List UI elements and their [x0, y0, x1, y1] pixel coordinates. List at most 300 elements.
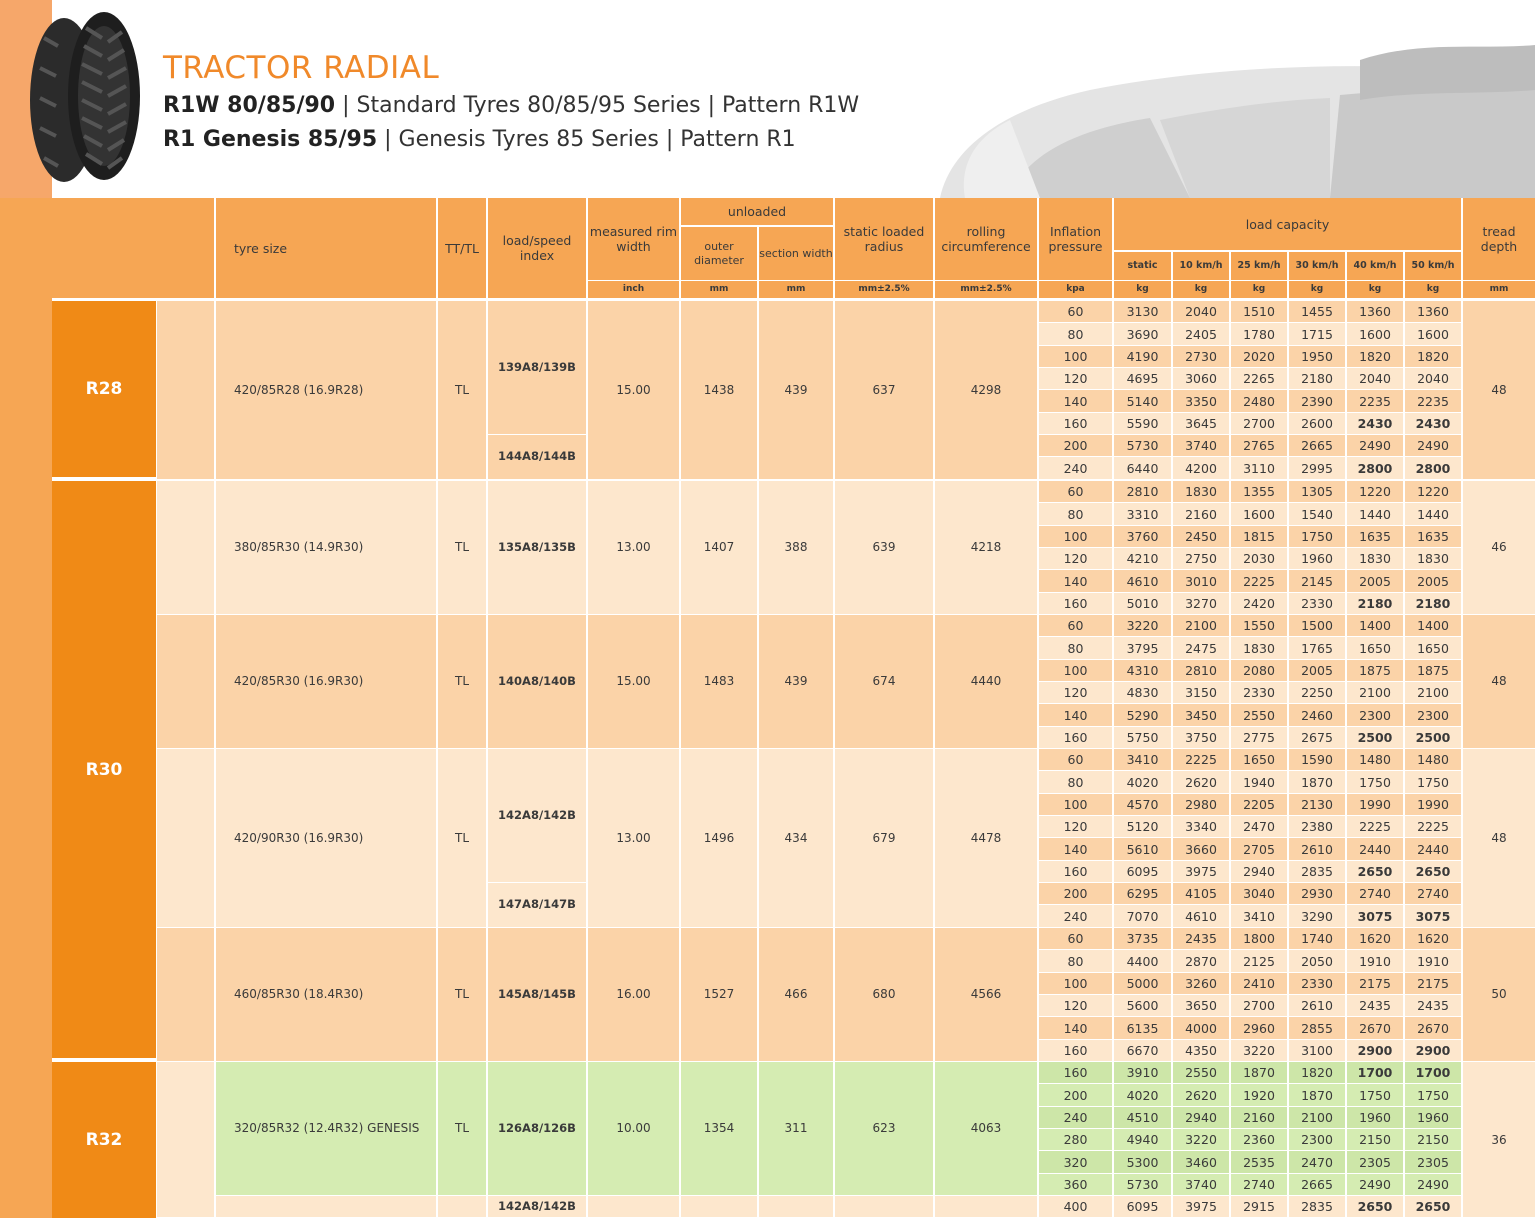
tyre-0-row-1-k50: 1600: [1405, 323, 1461, 344]
tyre-2-row-0-k10: 2100: [1173, 615, 1229, 636]
tyre-4-row-0-pres: 60: [1039, 928, 1112, 949]
tyre-3-row-0-k40: 1480: [1347, 749, 1403, 770]
tyre-3-row-6-pres: 200: [1039, 883, 1112, 904]
tyre-4-row-4-k30: 2855: [1289, 1017, 1345, 1038]
tyre-2-row-1-k50: 1650: [1405, 637, 1461, 658]
tyre-4-row-5-k10: 4350: [1173, 1040, 1229, 1061]
header-lc-25: 25 km/h: [1231, 252, 1287, 280]
tyre-4-size: 460/85R30 (18.4R30): [216, 928, 436, 1061]
tyre-4-row-2-k50: 2175: [1405, 973, 1461, 994]
tyre-4-row-2-pres: 100: [1039, 973, 1112, 994]
tyre-4-row-0-st: 3735: [1114, 928, 1171, 949]
table-corner: [52, 198, 214, 298]
tyre-3-row-1-k40: 1750: [1347, 771, 1403, 792]
tyre-5-row-0-k25: 1870: [1231, 1062, 1287, 1083]
unit-static: kg: [1114, 281, 1171, 298]
tyre-3-row-2-k40: 1990: [1347, 794, 1403, 815]
tyre-1-row-1-pres: 80: [1039, 503, 1112, 524]
tyre-5-tt: TL: [438, 1062, 486, 1195]
tyre-2-row-1-k30: 1765: [1289, 637, 1345, 658]
tyre-3-row-5-k25: 2940: [1231, 861, 1287, 882]
tyre-0-row-2-k50: 1820: [1405, 346, 1461, 367]
tyre-2-row-1-st: 3795: [1114, 637, 1171, 658]
tyre-2-row-4-k40: 2300: [1347, 704, 1403, 725]
tyre-4-row-3-k50: 2435: [1405, 995, 1461, 1016]
tyre-2-row-5-k50: 2500: [1405, 727, 1461, 748]
tyre-3-row-7-k25: 3410: [1231, 905, 1287, 926]
tyre-4-row-5-st: 6670: [1114, 1040, 1171, 1061]
tyre-2-row-0-st: 3220: [1114, 615, 1171, 636]
tyre-5-row-5-k30: 2665: [1289, 1174, 1345, 1195]
tyre-3-tt: TL: [438, 749, 486, 927]
tyre-0-tread: 48: [1463, 301, 1535, 479]
tyre-0-index-a: 139A8/139B: [488, 301, 586, 434]
tyre-5-row-5-k40: 2490: [1347, 1174, 1403, 1195]
tyre-4-circ: 4566: [935, 928, 1037, 1061]
tyre-4-row-0-k50: 1620: [1405, 928, 1461, 949]
tyre-0-size: 420/85R28 (16.9R28): [216, 301, 436, 479]
tyre-0-row-0-k10: 2040: [1173, 301, 1229, 322]
tyre-3-tread: 48: [1463, 749, 1535, 927]
tyre-5-row-4-k10: 3460: [1173, 1151, 1229, 1172]
unit-circ: mm±2.5%: [935, 281, 1037, 298]
tyre-4-tt: TL: [438, 928, 486, 1061]
tyre-0-row-7-k50: 2800: [1405, 457, 1461, 478]
tyre-4-outer: 1527: [681, 928, 757, 1061]
tyre-2-row-4-pres: 140: [1039, 704, 1112, 725]
tyre-1-row-0-k25: 1355: [1231, 481, 1287, 502]
tyre-2-outer: 1483: [681, 615, 757, 748]
rim-group-label: R32: [52, 1062, 156, 1218]
tyre-5-row-5-k10: 3740: [1173, 1174, 1229, 1195]
tyre-2-row-5-k30: 2675: [1289, 727, 1345, 748]
tyre-5-row-6-st: 6095: [1114, 1196, 1171, 1217]
tyre-2-row-4-st: 5290: [1114, 704, 1171, 725]
tyre-5-size: 320/85R32 (12.4R32) GENESIS: [216, 1062, 436, 1195]
tyre-1-row-4-k50: 2005: [1405, 570, 1461, 591]
tyre-5-row-3-k50: 2150: [1405, 1129, 1461, 1150]
tyre-3-row-0-k10: 2225: [1173, 749, 1229, 770]
tyre-1-row-4-pres: 140: [1039, 570, 1112, 591]
tyre-3-circ: 4478: [935, 749, 1037, 927]
tyre-5-row-6-k25: 2915: [1231, 1196, 1287, 1217]
tyre-0-row-6-k10: 3740: [1173, 435, 1229, 456]
tyre-0-row-1-pres: 80: [1039, 323, 1112, 344]
tyre-1-outer: 1407: [681, 481, 757, 614]
tyre-1-row-3-st: 4210: [1114, 548, 1171, 569]
tyre-3-row-0-pres: 60: [1039, 749, 1112, 770]
tyre-0-section: 439: [759, 301, 833, 479]
tyre-1-row-1-k30: 1540: [1289, 503, 1345, 524]
tyre-4-row-5-k50: 2900: [1405, 1040, 1461, 1061]
unit-k30: kg: [1289, 281, 1345, 298]
tyre-2-radius: 674: [835, 615, 933, 748]
tyre-2-tread: 48: [1463, 615, 1535, 748]
tyre-2-rim: 15.00: [588, 615, 679, 748]
tyre-1-row-0-k30: 1305: [1289, 481, 1345, 502]
tyre-0-row-6-k40: 2490: [1347, 435, 1403, 456]
tyre-2-circ: 4440: [935, 615, 1037, 748]
tyre-2-row-4-k25: 2550: [1231, 704, 1287, 725]
tyre-2-row-3-k50: 2100: [1405, 682, 1461, 703]
tyre-2-size: 420/85R30 (16.9R30): [216, 615, 436, 748]
tyre-0-row-2-k25: 2020: [1231, 346, 1287, 367]
tyre-5-row-4-st: 5300: [1114, 1151, 1171, 1172]
unit-k50: kg: [1405, 281, 1461, 298]
subtitle-1-bold: R1W 80/85/90: [163, 93, 336, 118]
header-static-radius: static loaded radius: [835, 198, 933, 280]
tyre-0-row-5-k30: 2600: [1289, 413, 1345, 434]
unit-tread: mm: [1463, 281, 1535, 298]
tyre-2-section: 439: [759, 615, 833, 748]
tyre-4-row-0-k10: 2435: [1173, 928, 1229, 949]
tyre-1-row-5-st: 5010: [1114, 593, 1171, 614]
tyre-1-row-2-k40: 1635: [1347, 526, 1403, 547]
tyre-0-row-5-st: 5590: [1114, 413, 1171, 434]
tyre-3-row-4-k50: 2440: [1405, 838, 1461, 859]
tyre-2-row-3-st: 4830: [1114, 682, 1171, 703]
tyre-3-row-4-k40: 2440: [1347, 838, 1403, 859]
tyre-5-row-5-pres: 360: [1039, 1174, 1112, 1195]
tyre-5-row-2-pres: 240: [1039, 1107, 1112, 1128]
tyre-3-row-7-k30: 3290: [1289, 905, 1345, 926]
tyre-4-row-0-k30: 1740: [1289, 928, 1345, 949]
tyre-2-row-2-k40: 1875: [1347, 660, 1403, 681]
tyre-3-row-6-k10: 4105: [1173, 883, 1229, 904]
tyre-5-row-4-k25: 2535: [1231, 1151, 1287, 1172]
tyre-3-outer: 1496: [681, 749, 757, 927]
header-section-width: section width: [759, 227, 833, 280]
tyre-2-row-2-k50: 1875: [1405, 660, 1461, 681]
tyre-5-circ-lower: [935, 1196, 1037, 1217]
tyre-1-row-5-k50: 2180: [1405, 593, 1461, 614]
tyre-5-row-2-k30: 2100: [1289, 1107, 1345, 1128]
tyre-0-row-4-pres: 140: [1039, 390, 1112, 411]
tyre-5-row-0-k10: 2550: [1173, 1062, 1229, 1083]
tyre-5-index-a: 126A8/126B: [488, 1062, 586, 1195]
tyre-2-row-4-k50: 2300: [1405, 704, 1461, 725]
tyre-2-row-2-k10: 2810: [1173, 660, 1229, 681]
tyre-1-row-2-k50: 1635: [1405, 526, 1461, 547]
tyre-4-row-3-k40: 2435: [1347, 995, 1403, 1016]
tyre-2-row-2-st: 4310: [1114, 660, 1171, 681]
header-tt-tl: TT/TL: [438, 198, 486, 298]
tyre-0-row-3-pres: 120: [1039, 368, 1112, 389]
tyre-4-row-2-k30: 2330: [1289, 973, 1345, 994]
tyre-0-row-7-k30: 2995: [1289, 457, 1345, 478]
tyre-5-tt-lower: [438, 1196, 486, 1217]
tyre-4-radius: 680: [835, 928, 933, 1061]
tyre-5-row-0-pres: 160: [1039, 1062, 1112, 1083]
tyre-0-row-3-k50: 2040: [1405, 368, 1461, 389]
header-lc-10: 10 km/h: [1173, 252, 1229, 280]
tyre-0-row-1-k40: 1600: [1347, 323, 1403, 344]
tyre-5-row-1-k25: 1920: [1231, 1084, 1287, 1105]
tyre-2-tt: TL: [438, 615, 486, 748]
tyre-4-row-1-st: 4400: [1114, 950, 1171, 971]
tyre-3-row-1-st: 4020: [1114, 771, 1171, 792]
tyre-2-row-2-pres: 100: [1039, 660, 1112, 681]
tyre-3-row-4-pres: 140: [1039, 838, 1112, 859]
tyre-0-row-4-k10: 3350: [1173, 390, 1229, 411]
tyre-2-row-1-k25: 1830: [1231, 637, 1287, 658]
tyre-2-row-0-pres: 60: [1039, 615, 1112, 636]
tyre-3-row-4-k10: 3660: [1173, 838, 1229, 859]
tyre-2-row-0-k40: 1400: [1347, 615, 1403, 636]
tyre-0-row-7-k40: 2800: [1347, 457, 1403, 478]
tractor-tyre-photo: [20, 8, 142, 186]
tyre-4-row-0-k40: 1620: [1347, 928, 1403, 949]
tyre-4-row-2-k40: 2175: [1347, 973, 1403, 994]
tyre-5-row-1-st: 4020: [1114, 1084, 1171, 1105]
tyre-2-row-0-k50: 1400: [1405, 615, 1461, 636]
tyre-0-blank-cell: [157, 301, 214, 479]
tyre-5-row-3-k10: 3220: [1173, 1129, 1229, 1150]
tyre-3-row-2-k10: 2980: [1173, 794, 1229, 815]
tyre-3-row-1-k50: 1750: [1405, 771, 1461, 792]
tyre-4-row-4-k50: 2670: [1405, 1017, 1461, 1038]
tyre-2-blank-cell: [157, 615, 214, 748]
tyre-0-row-1-k30: 1715: [1289, 323, 1345, 344]
tyre-1-circ: 4218: [935, 481, 1037, 614]
tyre-5-row-2-k10: 2940: [1173, 1107, 1229, 1128]
tyre-5-blank-cell: [157, 1062, 214, 1217]
tyre-5-row-1-k50: 1750: [1405, 1084, 1461, 1105]
tyre-2-row-1-pres: 80: [1039, 637, 1112, 658]
tyre-4-row-3-k30: 2610: [1289, 995, 1345, 1016]
tyre-3-section: 434: [759, 749, 833, 927]
rim-group-label: R28: [52, 301, 156, 477]
tyre-1-row-2-k10: 2450: [1173, 526, 1229, 547]
tyre-0-row-2-pres: 100: [1039, 346, 1112, 367]
tyre-2-row-0-k30: 1500: [1289, 615, 1345, 636]
tyre-5-row-5-st: 5730: [1114, 1174, 1171, 1195]
tyre-5-row-5-k50: 2490: [1405, 1174, 1461, 1195]
tyre-1-row-3-k40: 1830: [1347, 548, 1403, 569]
tyre-0-tt: TL: [438, 301, 486, 479]
tyre-0-row-6-k30: 2665: [1289, 435, 1345, 456]
tyre-3-radius: 679: [835, 749, 933, 927]
tyre-1-size: 380/85R30 (14.9R30): [216, 481, 436, 614]
tyre-2-row-3-k40: 2100: [1347, 682, 1403, 703]
tyre-1-row-3-k10: 2750: [1173, 548, 1229, 569]
tyre-1-row-1-k25: 1600: [1231, 503, 1287, 524]
tyre-0-row-1-k25: 1780: [1231, 323, 1287, 344]
tyre-3-row-3-pres: 120: [1039, 816, 1112, 837]
tyre-4-section: 466: [759, 928, 833, 1061]
tyre-3-row-6-k25: 3040: [1231, 883, 1287, 904]
tyre-1-row-5-k30: 2330: [1289, 593, 1345, 614]
tyre-3-row-2-pres: 100: [1039, 794, 1112, 815]
tyre-3-size: 420/90R30 (16.9R30): [216, 749, 436, 927]
tyre-3-row-4-k30: 2610: [1289, 838, 1345, 859]
tyre-5-row-1-k10: 2620: [1173, 1084, 1229, 1105]
tyre-0-rim: 15.00: [588, 301, 679, 479]
tyre-2-row-1-k40: 1650: [1347, 637, 1403, 658]
header-unloaded: unloaded: [681, 198, 833, 225]
tyre-1-row-4-st: 4610: [1114, 570, 1171, 591]
tyre-2-row-3-pres: 120: [1039, 682, 1112, 703]
tyre-1-radius: 639: [835, 481, 933, 614]
tyre-3-row-7-k10: 4610: [1173, 905, 1229, 926]
page-title: TRACTOR RADIAL: [163, 50, 440, 86]
tyre-5-section: 311: [759, 1062, 833, 1195]
tyre-4-row-5-k25: 3220: [1231, 1040, 1287, 1061]
tyre-3-row-7-k50: 3075: [1405, 905, 1461, 926]
tyre-3-row-3-k50: 2225: [1405, 816, 1461, 837]
header-lc-40: 40 km/h: [1347, 252, 1403, 280]
tyre-2-index-a: 140A8/140B: [488, 615, 586, 748]
tyre-2-row-5-k40: 2500: [1347, 727, 1403, 748]
tyre-2-row-2-k25: 2080: [1231, 660, 1287, 681]
tyre-2-row-5-k10: 3750: [1173, 727, 1229, 748]
tyre-2-row-0-k25: 1550: [1231, 615, 1287, 636]
tyre-3-row-3-k25: 2470: [1231, 816, 1287, 837]
tyre-5-row-3-pres: 280: [1039, 1129, 1112, 1150]
tyre-5-row-4-k50: 2305: [1405, 1151, 1461, 1172]
tyre-1-row-1-k50: 1440: [1405, 503, 1461, 524]
tyre-2-row-5-pres: 160: [1039, 727, 1112, 748]
tyre-4-row-4-k25: 2960: [1231, 1017, 1287, 1038]
tyre-3-row-3-k40: 2225: [1347, 816, 1403, 837]
tyre-3-row-5-k50: 2650: [1405, 861, 1461, 882]
tyre-3-row-5-k30: 2835: [1289, 861, 1345, 882]
tyre-1-row-3-pres: 120: [1039, 548, 1112, 569]
tyre-3-row-2-k30: 2130: [1289, 794, 1345, 815]
tyre-0-row-3-k40: 2040: [1347, 368, 1403, 389]
tyre-1-row-5-k40: 2180: [1347, 593, 1403, 614]
tyre-5-row-1-k30: 1870: [1289, 1084, 1345, 1105]
tyre-3-row-6-k40: 2740: [1347, 883, 1403, 904]
tyre-0-row-1-st: 3690: [1114, 323, 1171, 344]
subtitle-2-rest: | Genesis Tyres 85 Series | Pattern R1: [377, 127, 796, 152]
background-tyre-graphic: [860, 0, 1535, 198]
tyre-3-blank-cell: [157, 749, 214, 927]
tyre-3-row-7-pres: 240: [1039, 905, 1112, 926]
tyre-3-row-4-k25: 2705: [1231, 838, 1287, 859]
tyre-3-row-5-k40: 2650: [1347, 861, 1403, 882]
unit-outer: mm: [681, 281, 757, 298]
tyre-5-circ: 4063: [935, 1062, 1037, 1195]
tyre-0-row-3-k25: 2265: [1231, 368, 1287, 389]
tyre-2-row-3-k30: 2250: [1289, 682, 1345, 703]
tyre-1-index-a: 135A8/135B: [488, 481, 586, 614]
tyre-5-index-b: 142A8/142B: [488, 1196, 586, 1217]
tyre-4-row-5-k30: 3100: [1289, 1040, 1345, 1061]
tyre-3-row-3-k10: 3340: [1173, 816, 1229, 837]
left-orange-bar: [0, 198, 52, 1218]
tyre-5-row-6-k30: 2835: [1289, 1196, 1345, 1217]
tyre-3-row-0-k50: 1480: [1405, 749, 1461, 770]
tyre-1-row-4-k30: 2145: [1289, 570, 1345, 591]
tyre-0-row-0-st: 3130: [1114, 301, 1171, 322]
tyre-3-row-1-k25: 1940: [1231, 771, 1287, 792]
tyre-0-index-b: 144A8/144B: [488, 435, 586, 479]
header-load-capacity: load capacity: [1114, 198, 1461, 250]
tyre-5-row-4-k40: 2305: [1347, 1151, 1403, 1172]
header-outer-diameter: outer diameter: [681, 227, 757, 280]
tyre-4-row-4-k40: 2670: [1347, 1017, 1403, 1038]
header-lc-50: 50 km/h: [1405, 252, 1461, 280]
tyre-5-row-6-k10: 3975: [1173, 1196, 1229, 1217]
tyre-4-row-4-pres: 140: [1039, 1017, 1112, 1038]
tyre-1-row-3-k50: 1830: [1405, 548, 1461, 569]
tyre-4-index-a: 145A8/145B: [488, 928, 586, 1061]
tyre-0-row-5-k10: 3645: [1173, 413, 1229, 434]
tyre-0-row-6-pres: 200: [1039, 435, 1112, 456]
tyre-2-row-2-k30: 2005: [1289, 660, 1345, 681]
tyre-3-rim: 13.00: [588, 749, 679, 927]
tyre-5-row-4-k30: 2470: [1289, 1151, 1345, 1172]
tyre-4-row-1-k50: 1910: [1405, 950, 1461, 971]
tyre-1-row-4-k25: 2225: [1231, 570, 1287, 591]
tyre-4-row-3-pres: 120: [1039, 995, 1112, 1016]
tyre-5-row-0-k50: 1700: [1405, 1062, 1461, 1083]
tyre-0-row-0-k30: 1455: [1289, 301, 1345, 322]
tyre-5-row-6-pres: 400: [1039, 1196, 1112, 1217]
tyre-1-row-4-k10: 3010: [1173, 570, 1229, 591]
tyre-0-row-6-st: 5730: [1114, 435, 1171, 456]
tyre-1-row-0-k10: 1830: [1173, 481, 1229, 502]
tyre-0-row-7-k10: 4200: [1173, 457, 1229, 478]
subtitle-line-2: [163, 127, 796, 152]
unit-rim: inch: [588, 281, 679, 298]
page-header: [0, 0, 1535, 198]
tyre-5-row-6-k50: 2650: [1405, 1196, 1461, 1217]
tyre-1-row-2-k25: 1815: [1231, 526, 1287, 547]
tyre-5-tread: 36: [1463, 1062, 1535, 1217]
tyre-3-row-5-pres: 160: [1039, 861, 1112, 882]
tyre-2-row-5-st: 5750: [1114, 727, 1171, 748]
tyre-1-row-5-k25: 2420: [1231, 593, 1287, 614]
tyre-0-circ: 4298: [935, 301, 1037, 479]
tyre-3-row-3-st: 5120: [1114, 816, 1171, 837]
tyre-4-row-3-st: 5600: [1114, 995, 1171, 1016]
tyre-3-row-0-k30: 1590: [1289, 749, 1345, 770]
tyre-0-row-1-k10: 2405: [1173, 323, 1229, 344]
tyre-1-row-0-k50: 1220: [1405, 481, 1461, 502]
tyre-5-section-lower: [759, 1196, 833, 1217]
subtitle-1-rest: | Standard Tyres 80/85/95 Series | Pattern R1W: [335, 93, 860, 118]
tyre-1-row-2-st: 3760: [1114, 526, 1171, 547]
tyre-3-row-7-st: 7070: [1114, 905, 1171, 926]
tyre-4-row-5-pres: 160: [1039, 1040, 1112, 1061]
tyre-5-row-1-pres: 200: [1039, 1084, 1112, 1105]
tyre-3-row-3-k30: 2380: [1289, 816, 1345, 837]
header-inflation: Inflation pressure: [1039, 198, 1112, 280]
tyre-5-row-3-k30: 2300: [1289, 1129, 1345, 1150]
tyre-0-row-0-k50: 1360: [1405, 301, 1461, 322]
unit-k40: kg: [1347, 281, 1403, 298]
tyre-5-row-0-st: 3910: [1114, 1062, 1171, 1083]
header-rolling-circ: rolling circumference: [935, 198, 1037, 280]
tyre-1-tread: 46: [1463, 481, 1535, 614]
tyre-0-row-4-k40: 2235: [1347, 390, 1403, 411]
tyre-5-row-4-pres: 320: [1039, 1151, 1112, 1172]
tyre-0-row-5-k25: 2700: [1231, 413, 1287, 434]
tyre-5-row-5-k25: 2740: [1231, 1174, 1287, 1195]
tyre-4-row-1-k40: 1910: [1347, 950, 1403, 971]
tyre-0-row-2-st: 4190: [1114, 346, 1171, 367]
tyre-4-row-1-k10: 2870: [1173, 950, 1229, 971]
tyre-1-tt: TL: [438, 481, 486, 614]
unit-k10: kg: [1173, 281, 1229, 298]
tyre-5-row-2-k25: 2160: [1231, 1107, 1287, 1128]
unit-radius: mm±2.5%: [835, 281, 933, 298]
tyre-0-row-3-st: 4695: [1114, 368, 1171, 389]
tyre-0-row-5-k50: 2430: [1405, 413, 1461, 434]
tyre-1-row-3-k25: 2030: [1231, 548, 1287, 569]
